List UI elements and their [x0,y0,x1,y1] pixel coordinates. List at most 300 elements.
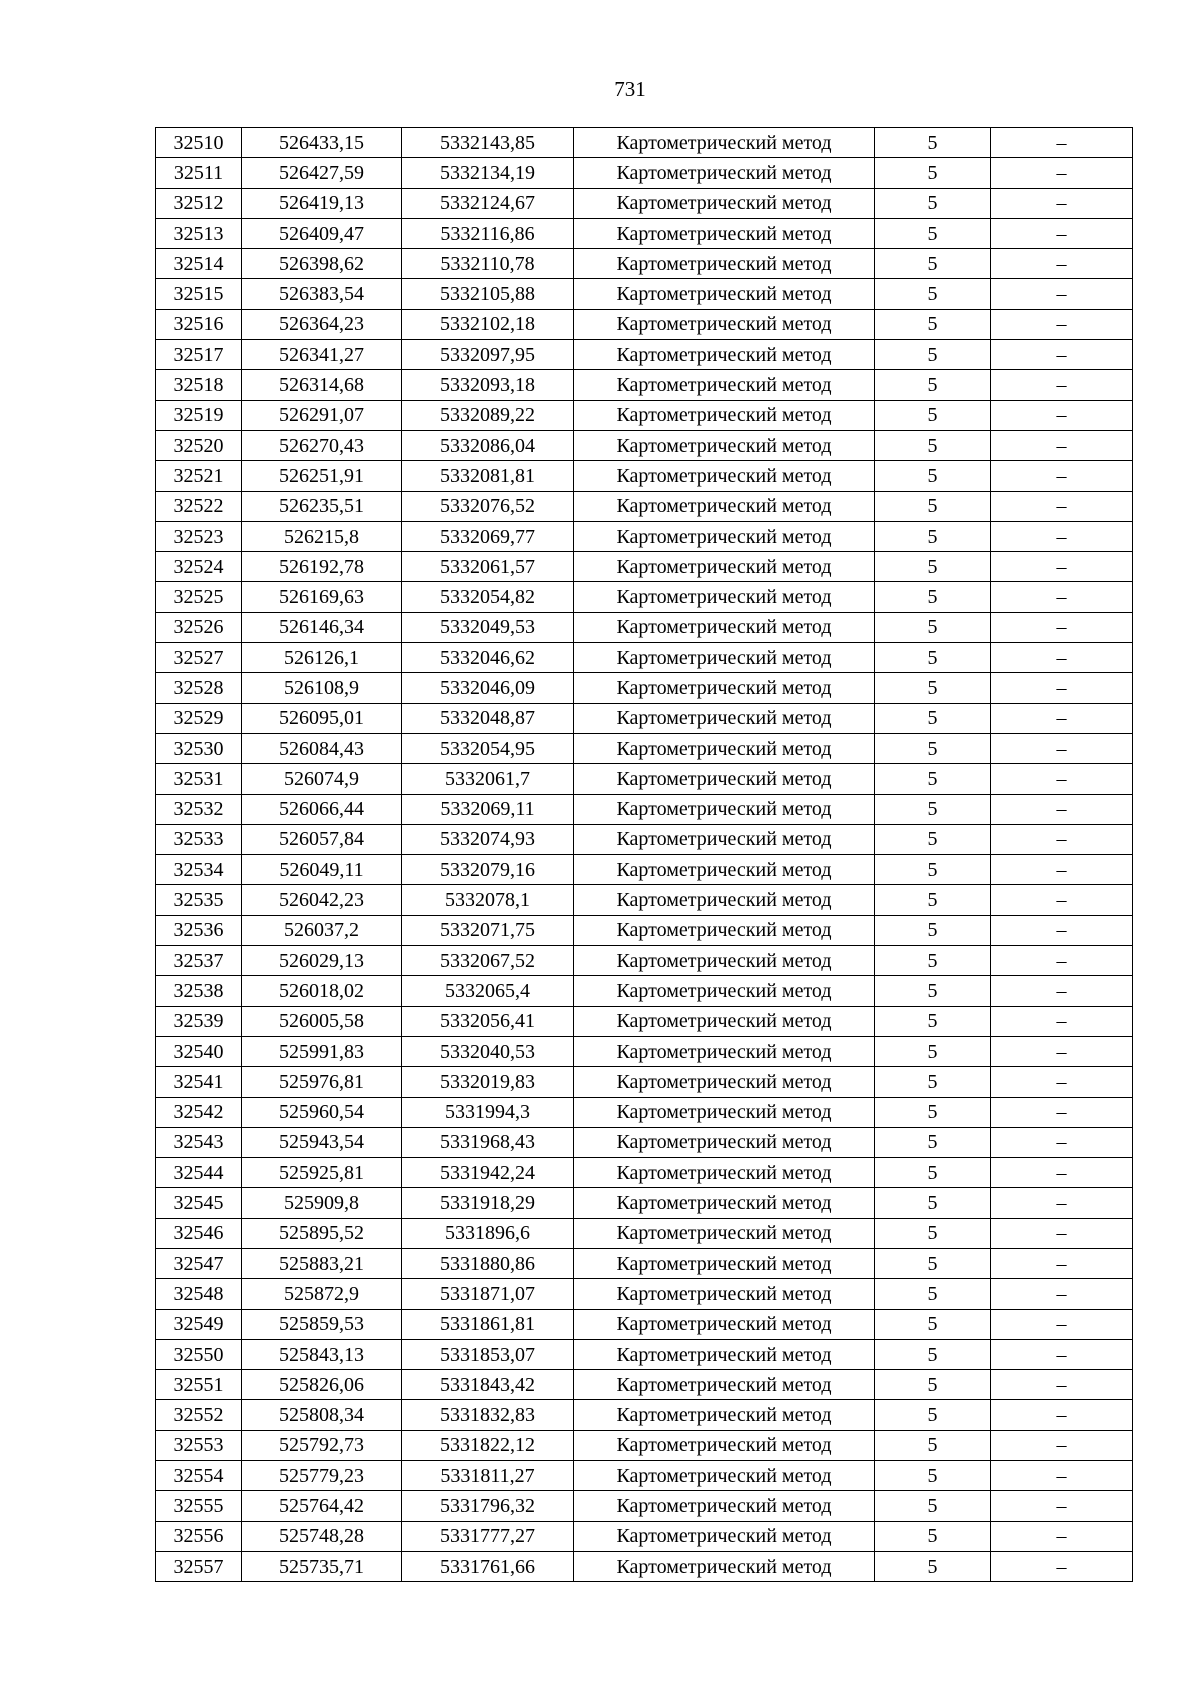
point-number-cell: 32512 [156,188,242,218]
method-cell: Картометрический метод [574,582,875,612]
y-coordinate-cell: 5332019,83 [402,1067,574,1097]
table-row [156,733,1133,763]
method-cell: Картометрический метод [574,1248,875,1278]
accuracy-cell: 5 [875,1127,991,1157]
accuracy-cell: 5 [875,1067,991,1097]
point-number-cell: 32557 [156,1551,242,1581]
description-cell: – [991,1521,1133,1551]
accuracy-cell: 5 [875,491,991,521]
y-coordinate-cell: 5332134,19 [402,158,574,188]
table-row [156,400,1133,430]
method-cell: Картометрический метод [574,885,875,915]
accuracy-cell: 5 [875,1521,991,1551]
point-number-cell: 32520 [156,430,242,460]
y-coordinate-cell: 5332069,11 [402,794,574,824]
method-cell: Картометрический метод [574,309,875,339]
table-row [156,976,1133,1006]
table-row [156,1036,1133,1066]
table-row [156,673,1133,703]
method-cell: Картометрический метод [574,915,875,945]
accuracy-cell: 5 [875,521,991,551]
point-number-cell: 32546 [156,1218,242,1248]
description-cell: – [991,824,1133,854]
y-coordinate-cell: 5332093,18 [402,370,574,400]
x-coordinate-cell: 526364,23 [242,309,402,339]
point-number-cell: 32513 [156,218,242,248]
x-coordinate-cell: 526251,91 [242,461,402,491]
point-number-cell: 32517 [156,340,242,370]
y-coordinate-cell: 5331896,6 [402,1218,574,1248]
table-row [156,885,1133,915]
point-number-cell: 32541 [156,1067,242,1097]
accuracy-cell: 5 [875,1188,991,1218]
description-cell: – [991,461,1133,491]
x-coordinate-cell: 526042,23 [242,885,402,915]
x-coordinate-cell: 526074,9 [242,764,402,794]
method-cell: Картометрический метод [574,128,875,158]
accuracy-cell: 5 [875,249,991,279]
y-coordinate-cell: 5331853,07 [402,1339,574,1369]
table-row [156,1127,1133,1157]
page-number: 731 [614,77,646,101]
y-coordinate-cell: 5331871,07 [402,1279,574,1309]
accuracy-cell: 5 [875,1218,991,1248]
y-coordinate-cell: 5332124,67 [402,188,574,218]
x-coordinate-cell: 525960,54 [242,1097,402,1127]
accuracy-cell: 5 [875,370,991,400]
method-cell: Картометрический метод [574,824,875,854]
accuracy-cell: 5 [875,279,991,309]
x-coordinate-cell: 525779,23 [242,1461,402,1491]
accuracy-cell: 5 [875,582,991,612]
accuracy-cell: 5 [875,976,991,1006]
x-coordinate-cell: 526146,34 [242,612,402,642]
description-cell: – [991,1188,1133,1218]
table-row [156,340,1133,370]
description-cell: – [991,188,1133,218]
description-cell: – [991,279,1133,309]
point-number-cell: 32539 [156,1006,242,1036]
table-row [156,1188,1133,1218]
method-cell: Картометрический метод [574,1339,875,1369]
table-row [156,188,1133,218]
point-number-cell: 32511 [156,158,242,188]
table-row [156,370,1133,400]
y-coordinate-cell: 5331861,81 [402,1309,574,1339]
accuracy-cell: 5 [875,1461,991,1491]
accuracy-cell: 5 [875,128,991,158]
description-cell: – [991,1248,1133,1278]
point-number-cell: 32534 [156,855,242,885]
method-cell: Картометрический метод [574,1400,875,1430]
x-coordinate-cell: 525991,83 [242,1036,402,1066]
description-cell: – [991,976,1133,1006]
x-coordinate-cell: 526383,54 [242,279,402,309]
table-row [156,1461,1133,1491]
point-number-cell: 32523 [156,521,242,551]
table-row [156,764,1133,794]
y-coordinate-cell: 5332071,75 [402,915,574,945]
accuracy-cell: 5 [875,1158,991,1188]
description-cell: – [991,1067,1133,1097]
accuracy-cell: 5 [875,218,991,248]
method-cell: Картометрический метод [574,703,875,733]
y-coordinate-cell: 5331832,83 [402,1400,574,1430]
y-coordinate-cell: 5332048,87 [402,703,574,733]
point-number-cell: 32545 [156,1188,242,1218]
description-cell: – [991,552,1133,582]
point-number-cell: 32522 [156,491,242,521]
description-cell: – [991,218,1133,248]
accuracy-cell: 5 [875,1309,991,1339]
description-cell: – [991,1097,1133,1127]
table-row [156,612,1133,642]
y-coordinate-cell: 5332086,04 [402,430,574,460]
description-cell: – [991,521,1133,551]
accuracy-cell: 5 [875,1279,991,1309]
x-coordinate-cell: 526192,78 [242,552,402,582]
accuracy-cell: 5 [875,1430,991,1460]
table-row [156,643,1133,673]
x-coordinate-cell: 526037,2 [242,915,402,945]
x-coordinate-cell: 526235,51 [242,491,402,521]
accuracy-cell: 5 [875,885,991,915]
point-number-cell: 32521 [156,461,242,491]
accuracy-cell: 5 [875,824,991,854]
x-coordinate-cell: 526270,43 [242,430,402,460]
description-cell: – [991,915,1133,945]
accuracy-cell: 5 [875,673,991,703]
point-number-cell: 32547 [156,1248,242,1278]
x-coordinate-cell: 525925,81 [242,1158,402,1188]
y-coordinate-cell: 5332046,62 [402,643,574,673]
table-row [156,1067,1133,1097]
description-cell: – [991,1279,1133,1309]
accuracy-cell: 5 [875,340,991,370]
point-number-cell: 32532 [156,794,242,824]
y-coordinate-cell: 5331942,24 [402,1158,574,1188]
table-row [156,491,1133,521]
method-cell: Картометрический метод [574,430,875,460]
point-number-cell: 32556 [156,1521,242,1551]
method-cell: Картометрический метод [574,794,875,824]
table-row [156,1006,1133,1036]
y-coordinate-cell: 5332040,53 [402,1036,574,1066]
y-coordinate-cell: 5332056,41 [402,1006,574,1036]
method-cell: Картометрический метод [574,491,875,521]
table-row [156,915,1133,945]
method-cell: Картометрический метод [574,855,875,885]
method-cell: Картометрический метод [574,612,875,642]
y-coordinate-cell: 5332067,52 [402,946,574,976]
table-row [156,461,1133,491]
method-cell: Картометрический метод [574,218,875,248]
description-cell: – [991,1127,1133,1157]
description-cell: – [991,643,1133,673]
table-row [156,1551,1133,1581]
point-number-cell: 32527 [156,643,242,673]
method-cell: Картометрический метод [574,1370,875,1400]
method-cell: Картометрический метод [574,673,875,703]
y-coordinate-cell: 5332116,86 [402,218,574,248]
description-cell: – [991,1461,1133,1491]
method-cell: Картометрический метод [574,552,875,582]
table-row [156,1218,1133,1248]
description-cell: – [991,430,1133,460]
method-cell: Картометрический метод [574,1461,875,1491]
x-coordinate-cell: 526066,44 [242,794,402,824]
accuracy-cell: 5 [875,612,991,642]
method-cell: Картометрический метод [574,1309,875,1339]
y-coordinate-cell: 5332049,53 [402,612,574,642]
y-coordinate-cell: 5331822,12 [402,1430,574,1460]
table-row [156,218,1133,248]
method-cell: Картометрический метод [574,370,875,400]
accuracy-cell: 5 [875,461,991,491]
table-row [156,1158,1133,1188]
point-number-cell: 32549 [156,1309,242,1339]
y-coordinate-cell: 5331994,3 [402,1097,574,1127]
point-number-cell: 32538 [156,976,242,1006]
accuracy-cell: 5 [875,1400,991,1430]
accuracy-cell: 5 [875,764,991,794]
table-row [156,1400,1133,1430]
x-coordinate-cell: 526409,47 [242,218,402,248]
description-cell: – [991,1339,1133,1369]
method-cell: Картометрический метод [574,1036,875,1066]
accuracy-cell: 5 [875,1006,991,1036]
x-coordinate-cell: 525748,28 [242,1521,402,1551]
method-cell: Картометрический метод [574,1279,875,1309]
y-coordinate-cell: 5332078,1 [402,885,574,915]
x-coordinate-cell: 526427,59 [242,158,402,188]
point-number-cell: 32551 [156,1370,242,1400]
x-coordinate-cell: 526341,27 [242,340,402,370]
method-cell: Картометрический метод [574,279,875,309]
x-coordinate-cell: 525792,73 [242,1430,402,1460]
description-cell: – [991,733,1133,763]
x-coordinate-cell: 526314,68 [242,370,402,400]
y-coordinate-cell: 5332143,85 [402,128,574,158]
description-cell: – [991,158,1133,188]
description-cell: – [991,946,1133,976]
method-cell: Картометрический метод [574,461,875,491]
description-cell: – [991,128,1133,158]
table-row [156,1097,1133,1127]
x-coordinate-cell: 526084,43 [242,733,402,763]
description-cell: – [991,1006,1133,1036]
table-row [156,552,1133,582]
table-row [156,521,1133,551]
point-number-cell: 32516 [156,309,242,339]
description-cell: – [991,582,1133,612]
point-number-cell: 32554 [156,1461,242,1491]
method-cell: Картометрический метод [574,1097,875,1127]
point-number-cell: 32515 [156,279,242,309]
point-number-cell: 32540 [156,1036,242,1066]
method-cell: Картометрический метод [574,521,875,551]
description-cell: – [991,1370,1133,1400]
accuracy-cell: 5 [875,1370,991,1400]
method-cell: Картометрический метод [574,764,875,794]
method-cell: Картометрический метод [574,400,875,430]
description-cell: – [991,1309,1133,1339]
accuracy-cell: 5 [875,915,991,945]
accuracy-cell: 5 [875,643,991,673]
x-coordinate-cell: 526433,15 [242,128,402,158]
x-coordinate-cell: 526169,63 [242,582,402,612]
method-cell: Картометрический метод [574,188,875,218]
method-cell: Картометрический метод [574,158,875,188]
x-coordinate-cell: 525909,8 [242,1188,402,1218]
method-cell: Картометрический метод [574,340,875,370]
x-coordinate-cell: 525872,9 [242,1279,402,1309]
accuracy-cell: 5 [875,1339,991,1369]
description-cell: – [991,673,1133,703]
description-cell: – [991,1036,1133,1066]
table-row [156,1521,1133,1551]
accuracy-cell: 5 [875,703,991,733]
x-coordinate-cell: 526029,13 [242,946,402,976]
table-row [156,279,1133,309]
description-cell: – [991,1218,1133,1248]
point-number-cell: 32531 [156,764,242,794]
table-row [156,946,1133,976]
description-cell: – [991,764,1133,794]
table-row [156,1370,1133,1400]
table-row [156,1430,1133,1460]
table-row [156,1491,1133,1521]
method-cell: Картометрический метод [574,1188,875,1218]
y-coordinate-cell: 5332065,4 [402,976,574,1006]
point-number-cell: 32510 [156,128,242,158]
point-number-cell: 32535 [156,885,242,915]
x-coordinate-cell: 526049,11 [242,855,402,885]
method-cell: Картометрический метод [574,946,875,976]
method-cell: Картометрический метод [574,1158,875,1188]
method-cell: Картометрический метод [574,1218,875,1248]
description-cell: – [991,309,1133,339]
accuracy-cell: 5 [875,158,991,188]
point-number-cell: 32518 [156,370,242,400]
y-coordinate-cell: 5331811,27 [402,1461,574,1491]
description-cell: – [991,1158,1133,1188]
x-coordinate-cell: 526057,84 [242,824,402,854]
description-cell: – [991,370,1133,400]
y-coordinate-cell: 5331777,27 [402,1521,574,1551]
x-coordinate-cell: 525764,42 [242,1491,402,1521]
table-row [156,1279,1133,1309]
method-cell: Картометрический метод [574,1006,875,1036]
table-row [156,309,1133,339]
x-coordinate-cell: 525735,71 [242,1551,402,1581]
table-row [156,1248,1133,1278]
table-row [156,249,1133,279]
method-cell: Картометрический метод [574,733,875,763]
y-coordinate-cell: 5331843,42 [402,1370,574,1400]
table-row [156,430,1133,460]
x-coordinate-cell: 525826,06 [242,1370,402,1400]
x-coordinate-cell: 525883,21 [242,1248,402,1278]
method-cell: Картометрический метод [574,1551,875,1581]
accuracy-cell: 5 [875,430,991,460]
description-cell: – [991,340,1133,370]
description-cell: – [991,1400,1133,1430]
table-row [156,1339,1133,1369]
y-coordinate-cell: 5332097,95 [402,340,574,370]
point-number-cell: 32530 [156,733,242,763]
x-coordinate-cell: 526215,8 [242,521,402,551]
x-coordinate-cell: 526095,01 [242,703,402,733]
x-coordinate-cell: 525976,81 [242,1067,402,1097]
point-number-cell: 32544 [156,1158,242,1188]
y-coordinate-cell: 5332061,7 [402,764,574,794]
point-number-cell: 32550 [156,1339,242,1369]
point-number-cell: 32519 [156,400,242,430]
table-row [156,158,1133,188]
description-cell: – [991,1551,1133,1581]
accuracy-cell: 5 [875,400,991,430]
description-cell: – [991,885,1133,915]
x-coordinate-cell: 526419,13 [242,188,402,218]
y-coordinate-cell: 5332081,81 [402,461,574,491]
y-coordinate-cell: 5332046,09 [402,673,574,703]
y-coordinate-cell: 5332074,93 [402,824,574,854]
description-cell: – [991,1491,1133,1521]
table-row [156,855,1133,885]
table-row [156,703,1133,733]
point-number-cell: 32552 [156,1400,242,1430]
description-cell: – [991,794,1133,824]
coordinates-table-body [156,128,1133,1582]
y-coordinate-cell: 5332105,88 [402,279,574,309]
method-cell: Картометрический метод [574,1491,875,1521]
x-coordinate-cell: 526126,1 [242,643,402,673]
accuracy-cell: 5 [875,1491,991,1521]
accuracy-cell: 5 [875,1036,991,1066]
y-coordinate-cell: 5332061,57 [402,552,574,582]
y-coordinate-cell: 5331968,43 [402,1127,574,1157]
description-cell: – [991,703,1133,733]
table-row [156,128,1133,158]
description-cell: – [991,249,1133,279]
description-cell: – [991,612,1133,642]
y-coordinate-cell: 5331880,86 [402,1248,574,1278]
method-cell: Картометрический метод [574,1127,875,1157]
point-number-cell: 32543 [156,1127,242,1157]
point-number-cell: 32536 [156,915,242,945]
point-number-cell: 32537 [156,946,242,976]
accuracy-cell: 5 [875,733,991,763]
accuracy-cell: 5 [875,855,991,885]
y-coordinate-cell: 5332079,16 [402,855,574,885]
table-row [156,1309,1133,1339]
description-cell: – [991,1430,1133,1460]
y-coordinate-cell: 5332054,82 [402,582,574,612]
accuracy-cell: 5 [875,1551,991,1581]
point-number-cell: 32514 [156,249,242,279]
x-coordinate-cell: 526398,62 [242,249,402,279]
point-number-cell: 32548 [156,1279,242,1309]
accuracy-cell: 5 [875,309,991,339]
table-row [156,794,1133,824]
accuracy-cell: 5 [875,946,991,976]
x-coordinate-cell: 525843,13 [242,1339,402,1369]
point-number-cell: 32528 [156,673,242,703]
y-coordinate-cell: 5332089,22 [402,400,574,430]
y-coordinate-cell: 5332076,52 [402,491,574,521]
method-cell: Картометрический метод [574,976,875,1006]
